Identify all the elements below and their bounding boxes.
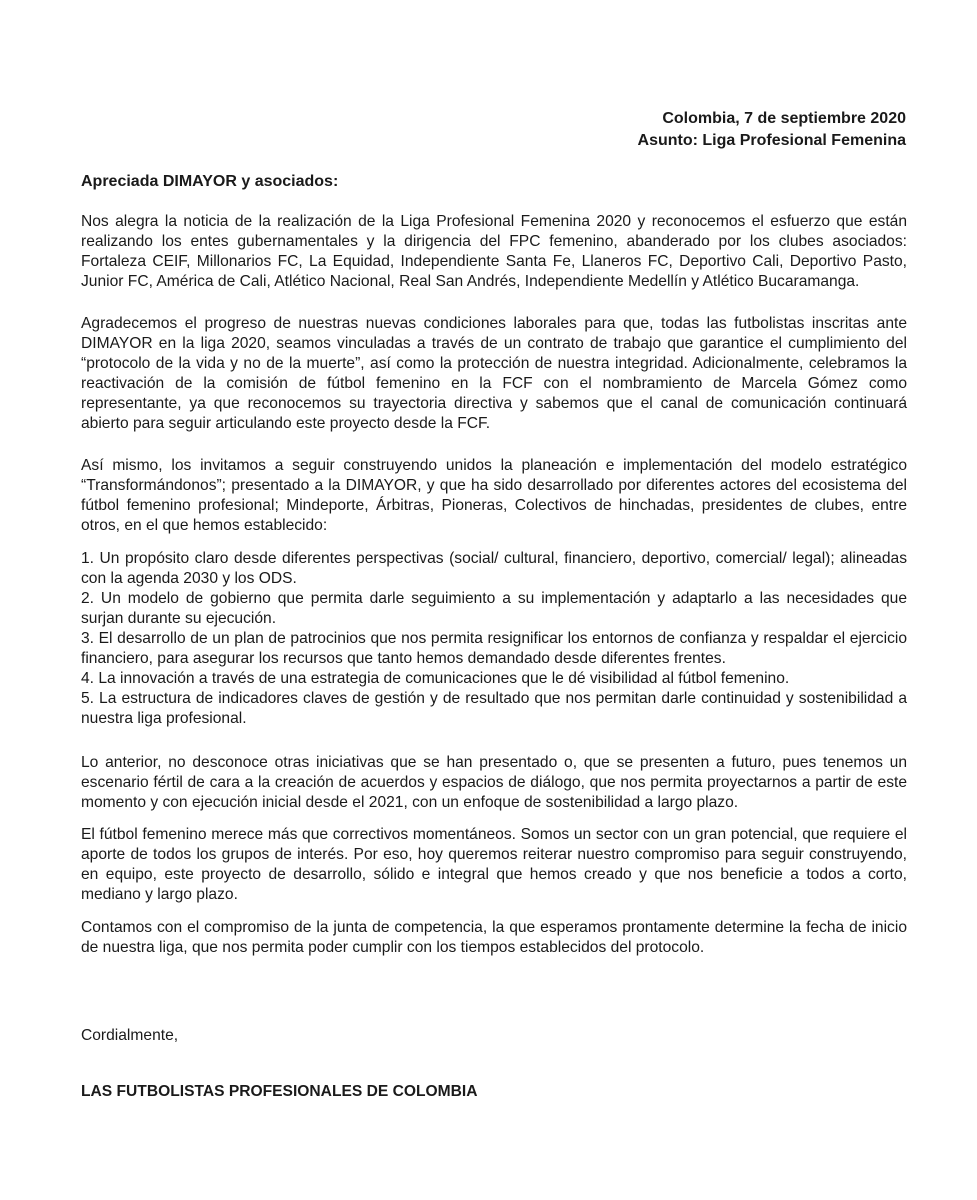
paragraph-text: Así mismo, los invitamos a seguir construyendo unidos la planeación e implementación del modelo estratégico “Transformándonos”; presentado a la DIMAYOR, y que ha sido desarrollado por diferentes actores del ecosistema del fútbol femenino profesional; Mindeporte, Árbitras, Pioneras, Colectivos de hinchadas, presidentes de clubes, entre otros, en el que hemos establecido: xyxy=(81,457,907,534)
letter-header xyxy=(638,108,906,152)
paragraph-text: Lo anterior, no desconoce otras iniciativas que se han presentado o, que se presenten a futuro, pues tenemos un escenario fértil de cara a la creación de acuerdos y espacios de diálogo, que nos permita proyectarnos a partir de este momento y con ejecución inicial desde el 2021, con un enfoque de sostenibilidad a largo plazo. xyxy=(81,754,907,811)
subject-line: Asunto: Liga Profesional Femenina xyxy=(637,132,906,149)
list-item: 1. Un propósito claro desde diferentes perspectivas (social/ cultural, financiero, deportivo, comercial/ legal); alineadas con la agenda 2030 y los ODS. xyxy=(81,550,907,587)
paragraph-1 xyxy=(81,212,907,292)
signature: LAS FUTBOLISTAS PROFESIONALES DE COLOMBIA xyxy=(81,1083,478,1100)
closing: Cordialmente, xyxy=(81,1027,179,1044)
paragraph-text: Nos alegra la noticia de la realización de la Liga Profesional Femenina 2020 y reconocemos el esfuerzo que están realizando los entes gubernamentales y la dirigencia del FPC femenino, abanderado por los clubes asociados: Fortaleza CEIF, Millonarios FC, La Equidad, Independiente Santa Fe, Llaneros FC, Deportivo Cali, Deportivo Pasto, Junior FC, América de Cali, Atlético Nacional, Real San Andrés, Independiente Medellín y Atlético Bucaramanga. xyxy=(81,213,907,290)
paragraph-6 xyxy=(81,918,907,958)
list-item: 5. La estructura de indicadores claves de gestión y de resultado que nos permitan darle continuidad y sostenibilidad a nuestra liga profesional. xyxy=(81,690,907,727)
paragraph-4 xyxy=(81,753,907,813)
paragraph-text: El fútbol femenino merece más que correctivos momentáneos. Somos un sector con un gran potencial, que requiere el aporte de todos los grupos de interés. Por eso, hoy queremos reiterar nuestro compromiso para seguir construyendo, en equipo, este proyecto de desarrollo, sólido e integral que hemos creado y que nos beneficie a todos a corto, mediano y largo plazo. xyxy=(81,826,907,903)
paragraph-text: Contamos con el compromiso de la junta de competencia, la que esperamos prontamente determine la fecha de inicio de nuestra liga, que nos permita poder cumplir con los tiempos establecidos del protocolo. xyxy=(81,919,907,956)
list-item: 4. La innovación a través de una estrategia de comunicaciones que le dé visibilidad al fútbol femenino. xyxy=(81,670,790,687)
list-item: 3. El desarrollo de un plan de patrocinios que nos permita resignificar los entornos de confianza y respaldar el ejercicio financiero, para asegurar los recursos que tanto hemos demandado desde diferentes frentes. xyxy=(81,630,907,667)
paragraph-2 xyxy=(81,314,907,434)
list-item: 2. Un modelo de gobierno que permita darle seguimiento a su implementación y adaptarlo a las necesidades que surjan durante su ejecución. xyxy=(81,590,907,627)
greeting: Apreciada DIMAYOR y asociados: xyxy=(81,173,339,190)
date-line: Colombia, 7 de septiembre 2020 xyxy=(662,110,906,127)
paragraph-text: Agradecemos el progreso de nuestras nuevas condiciones laborales para que, todas las futbolistas inscritas ante DIMAYOR en la liga 2020, seamos vinculadas a través de un contrato de trabajo que garantice el cumplimiento del “protocolo de la vida y no de la muerte”, así como la protección de nuestra integridad. Adicionalmente, celebramos la reactivación de la comisión de fútbol femenino en la FCF con el nombramiento de Marcela Gómez como representante, ya que reconocemos su trayectoria directiva y sabemos que el canal de comunicación continuará abierto para seguir articulando este proyecto desde la FCF. xyxy=(81,315,907,432)
paragraph-3 xyxy=(81,456,907,536)
objectives-list xyxy=(81,549,907,729)
paragraph-5 xyxy=(81,825,907,905)
